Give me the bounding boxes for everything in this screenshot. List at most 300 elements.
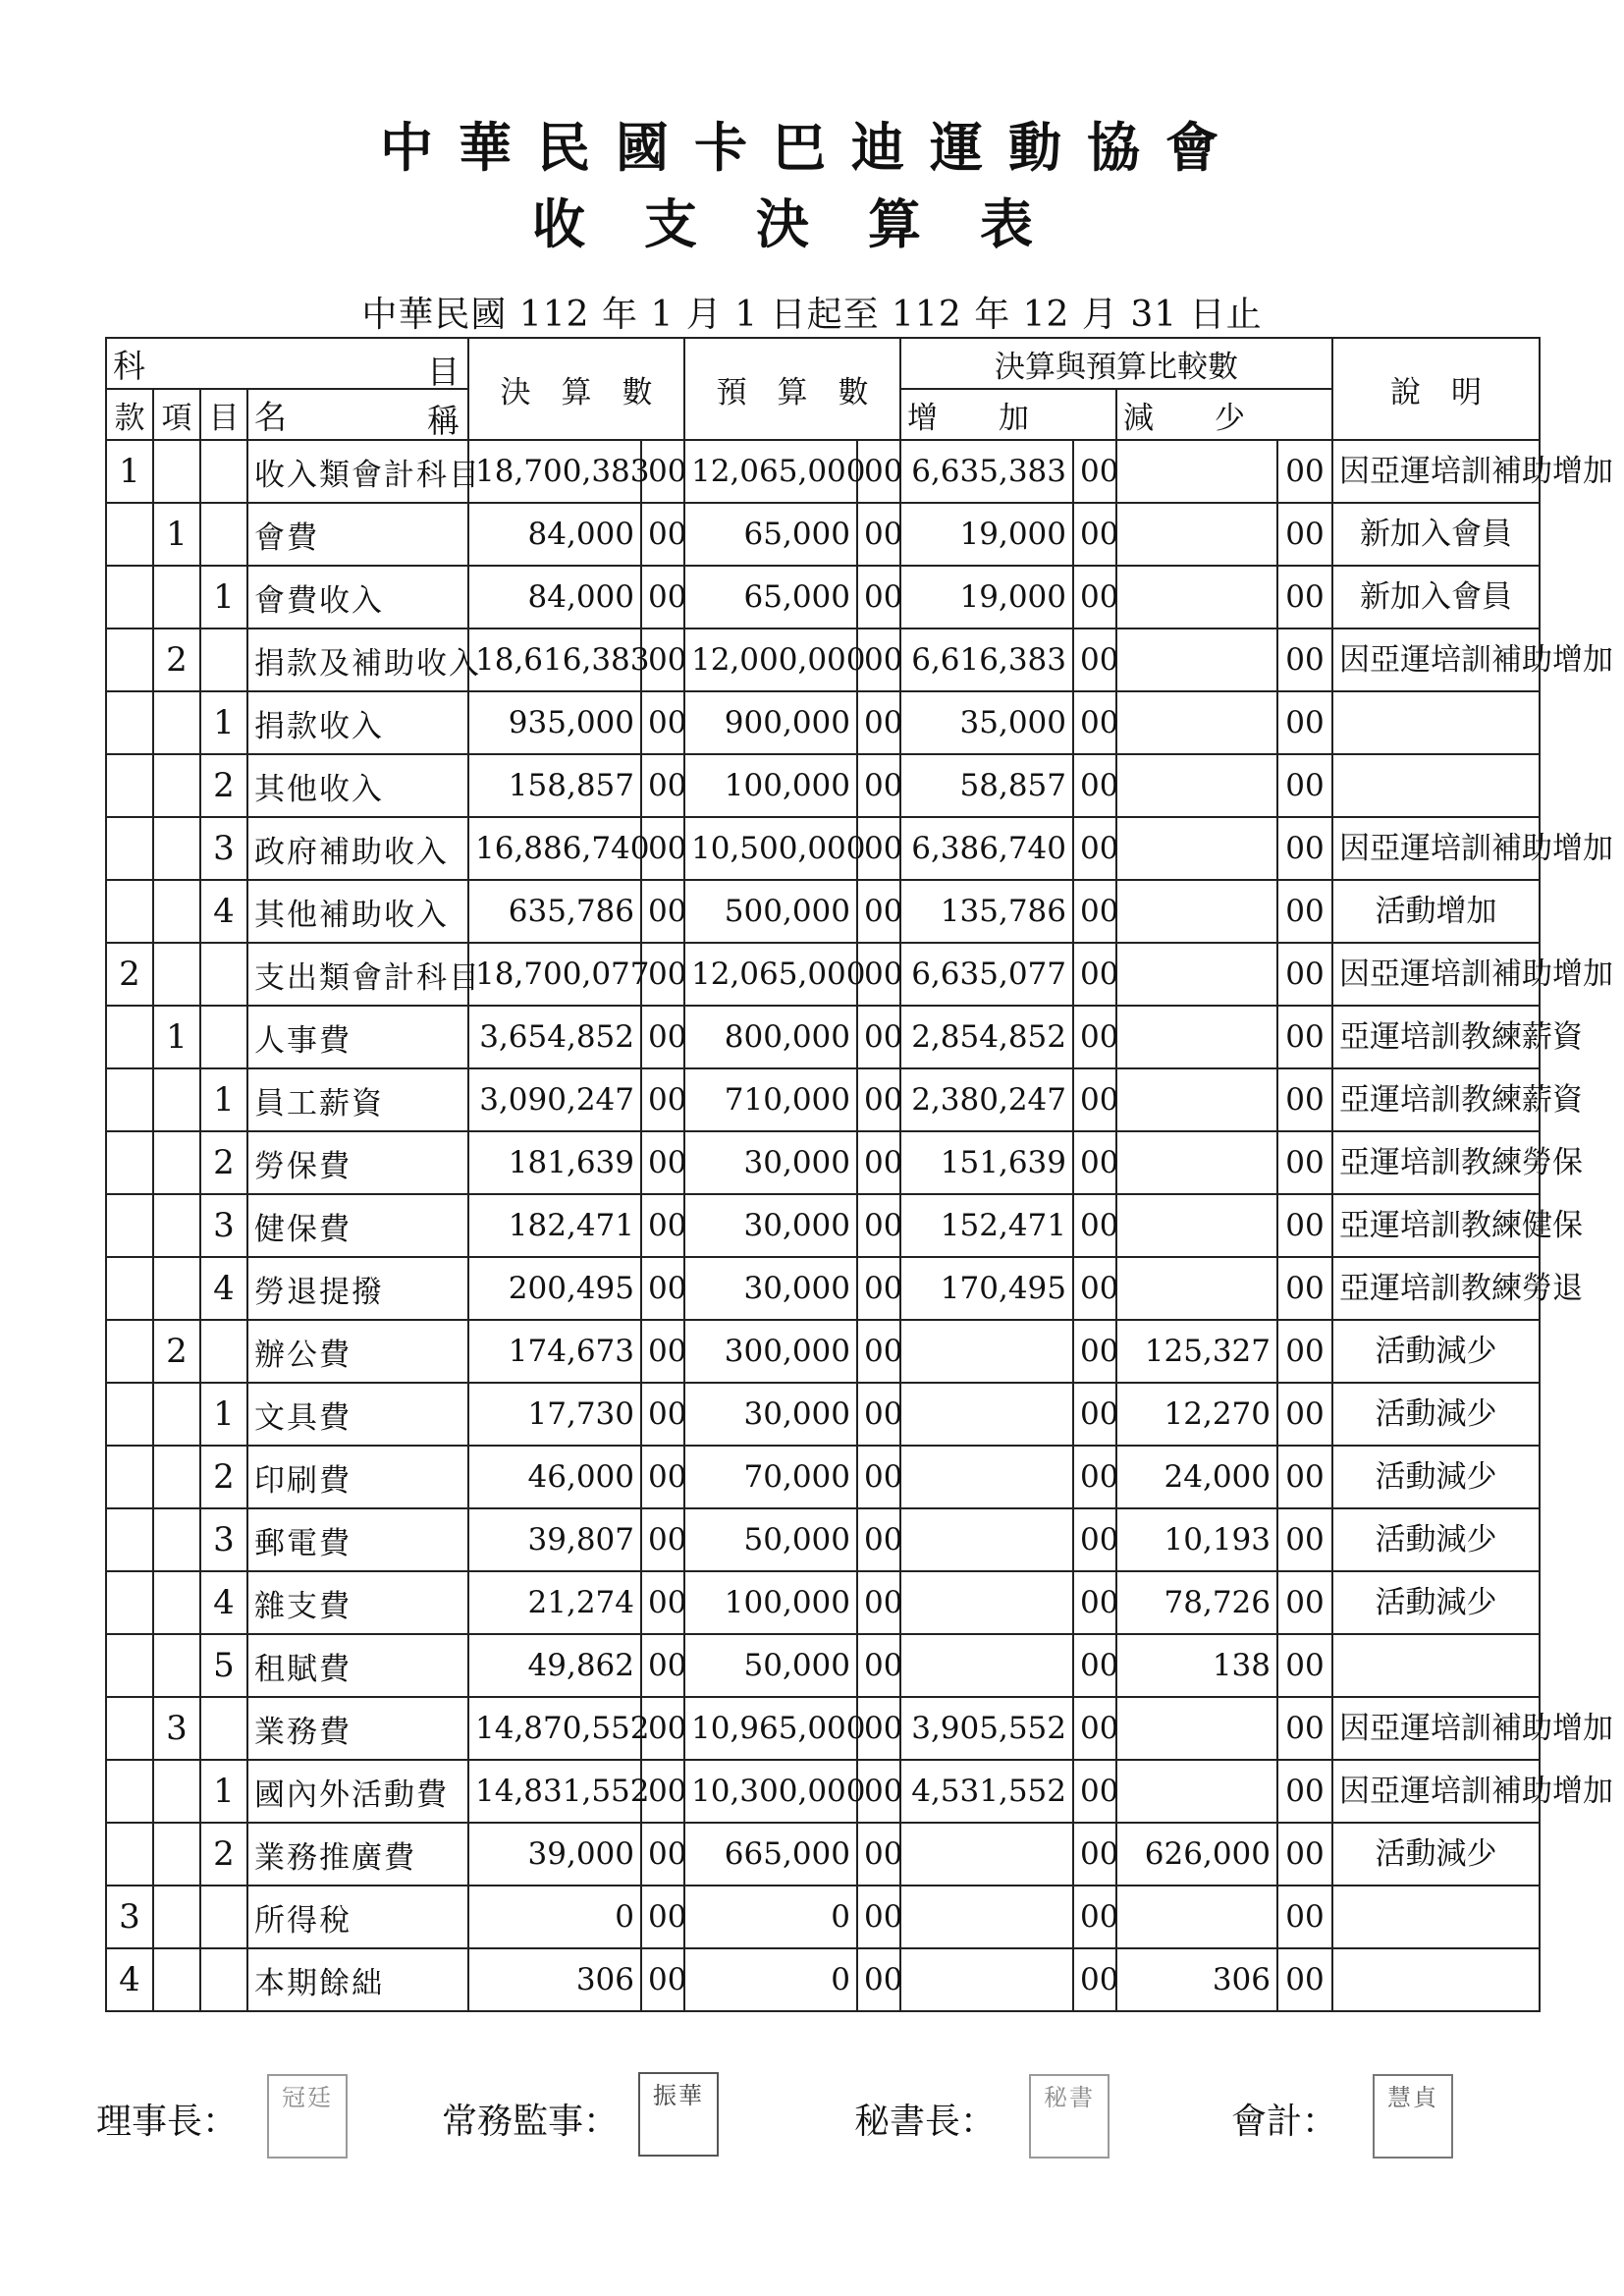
decrease-decimal: 00 <box>1277 1446 1332 1508</box>
name-cell: 其他收入 <box>247 754 468 817</box>
mu-cell: 4 <box>200 880 247 943</box>
budget-amount: 12,065,000 <box>684 943 857 1006</box>
table-body <box>106 440 1613 2011</box>
decrease-decimal: 00 <box>1277 566 1332 629</box>
final-amount: 158,857 <box>468 754 641 817</box>
budget-amount: 100,000 <box>684 754 857 817</box>
table-row <box>106 1508 1540 1571</box>
table-row <box>106 880 1540 943</box>
budget-decimal: 00 <box>857 1571 900 1634</box>
name-cell: 健保費 <box>247 1194 468 1257</box>
final-decimal: 00 <box>641 1068 684 1131</box>
note-cell <box>1332 691 1540 754</box>
increase-amount: 151,639 <box>900 1131 1073 1194</box>
increase-decimal: 00 <box>1073 754 1116 817</box>
final-amount: 306 <box>468 1948 641 2011</box>
increase-decimal: 00 <box>1073 1006 1116 1068</box>
final-header: 決 算 數 <box>468 338 684 440</box>
note-cell: 活動減少 <box>1332 1508 1540 1571</box>
decrease-amount <box>1116 1257 1277 1320</box>
final-amount: 46,000 <box>468 1446 641 1508</box>
note-cell: 活動減少 <box>1332 1571 1540 1634</box>
final-amount: 174,673 <box>468 1320 641 1383</box>
final-decimal: 00 <box>641 1948 684 2011</box>
table-row <box>106 566 1540 629</box>
final-amount: 18,616,383 <box>468 629 641 691</box>
decrease-decimal: 00 <box>1277 817 1332 880</box>
name-cell: 捐款及補助收入 <box>247 629 468 691</box>
final-decimal: 00 <box>641 1886 684 1948</box>
xiang-cell <box>153 1257 200 1320</box>
decrease-decimal: 00 <box>1277 1571 1332 1634</box>
budget-amount: 300,000 <box>684 1320 857 1383</box>
xiang-cell: 2 <box>153 629 200 691</box>
kuan-cell <box>106 1760 153 1823</box>
final-amount: 21,274 <box>468 1571 641 1634</box>
final-amount: 181,639 <box>468 1131 641 1194</box>
budget-amount: 12,065,000 <box>684 440 857 503</box>
note-cell: 亞運培訓教練勞保 <box>1332 1131 1540 1194</box>
final-amount: 3,654,852 <box>468 1006 641 1068</box>
table-row <box>106 1320 1540 1383</box>
increase-amount: 35,000 <box>900 691 1073 754</box>
decrease-amount <box>1116 880 1277 943</box>
increase-decimal: 00 <box>1073 817 1116 880</box>
mu-cell: 1 <box>200 691 247 754</box>
budget-decimal: 00 <box>857 1634 900 1697</box>
budget-decimal: 00 <box>857 1760 900 1823</box>
mu-cell <box>200 1886 247 1948</box>
table-row <box>106 691 1540 754</box>
decrease-amount <box>1116 1886 1277 1948</box>
increase-decimal: 00 <box>1073 1383 1116 1446</box>
decrease-amount <box>1116 817 1277 880</box>
xiang-cell <box>153 1446 200 1508</box>
budget-decimal: 00 <box>857 1948 900 2011</box>
budget-header: 預 算 數 <box>684 338 900 440</box>
note-cell: 因亞運培訓補助增加 <box>1332 440 1540 503</box>
final-amount: 18,700,077 <box>468 943 641 1006</box>
mu-cell <box>200 1320 247 1383</box>
budget-amount: 665,000 <box>684 1823 857 1886</box>
kuan-cell <box>106 1006 153 1068</box>
final-decimal: 00 <box>641 1320 684 1383</box>
note-cell: 因亞運培訓補助增加 <box>1332 1760 1540 1823</box>
note-cell: 亞運培訓教練健保 <box>1332 1194 1540 1257</box>
mu-cell: 2 <box>200 1446 247 1508</box>
mu-cell <box>200 1006 247 1068</box>
xiang-cell <box>153 943 200 1006</box>
name-cell: 印刷費 <box>247 1446 468 1508</box>
final-decimal: 00 <box>641 1257 684 1320</box>
note-cell: 亞運培訓教練勞退 <box>1332 1257 1540 1320</box>
mu-cell: 1 <box>200 566 247 629</box>
table-row <box>106 1948 1540 2011</box>
decrease-amount: 12,270 <box>1116 1383 1277 1446</box>
increase-decimal: 00 <box>1073 1508 1116 1571</box>
name-cell: 辦公費 <box>247 1320 468 1383</box>
table-row <box>106 1823 1540 1886</box>
final-decimal: 00 <box>641 503 684 566</box>
budget-amount: 800,000 <box>684 1006 857 1068</box>
chairman-label: 理事長： <box>96 2102 239 2142</box>
note-cell: 因亞運培訓補助增加 <box>1332 1697 1540 1760</box>
mu-cell <box>200 1948 247 2011</box>
increase-amount <box>900 1383 1073 1446</box>
mu-cell: 3 <box>200 1508 247 1571</box>
secretary-stamp-text: 秘書 <box>1044 2084 1095 2111</box>
budget-decimal: 00 <box>857 754 900 817</box>
xiang-cell <box>153 1131 200 1194</box>
note-cell: 新加入會員 <box>1332 566 1540 629</box>
final-amount: 39,807 <box>468 1508 641 1571</box>
final-amount: 3,090,247 <box>468 1068 641 1131</box>
note-cell: 新加入會員 <box>1332 503 1540 566</box>
supervisor-stamp <box>638 2072 719 2157</box>
decrease-amount: 138 <box>1116 1634 1277 1697</box>
budget-decimal: 00 <box>857 1257 900 1320</box>
increase-decimal: 00 <box>1073 1948 1116 2011</box>
xiang-cell <box>153 880 200 943</box>
final-decimal: 00 <box>641 1697 684 1760</box>
increase-decimal: 00 <box>1073 1068 1116 1131</box>
xiang-cell <box>153 691 200 754</box>
kuan-cell <box>106 1131 153 1194</box>
mu-cell: 2 <box>200 754 247 817</box>
increase-decimal: 00 <box>1073 1320 1116 1383</box>
budget-decimal: 00 <box>857 1383 900 1446</box>
increase-amount: 19,000 <box>900 503 1073 566</box>
table-row <box>106 1571 1540 1634</box>
kuan-cell <box>106 880 153 943</box>
increase-amount <box>900 1948 1073 2011</box>
name-cell: 租賦費 <box>247 1634 468 1697</box>
xiang-cell <box>153 440 200 503</box>
kuan-cell <box>106 817 153 880</box>
increase-amount: 6,635,383 <box>900 440 1073 503</box>
name-cell: 業務推廣費 <box>247 1823 468 1886</box>
final-decimal: 00 <box>641 1446 684 1508</box>
table-header <box>106 338 1540 440</box>
budget-decimal: 00 <box>857 1006 900 1068</box>
decrease-decimal: 00 <box>1277 1886 1332 1948</box>
budget-decimal: 00 <box>857 1823 900 1886</box>
mu-cell: 4 <box>200 1571 247 1634</box>
increase-decimal: 00 <box>1073 1571 1116 1634</box>
name-cell: 本期餘絀 <box>247 1948 468 2011</box>
decrease-decimal: 00 <box>1277 754 1332 817</box>
decrease-decimal: 00 <box>1277 629 1332 691</box>
table-row <box>106 1886 1540 1948</box>
note-cell <box>1332 1886 1540 1948</box>
mu-cell <box>200 629 247 691</box>
final-decimal: 00 <box>641 1006 684 1068</box>
decrease-amount: 10,193 <box>1116 1508 1277 1571</box>
increase-amount: 6,386,740 <box>900 817 1073 880</box>
note-cell: 亞運培訓教練薪資 <box>1332 1006 1540 1068</box>
increase-amount: 2,854,852 <box>900 1006 1073 1068</box>
budget-decimal: 00 <box>857 1697 900 1760</box>
final-decimal: 00 <box>641 566 684 629</box>
final-decimal: 00 <box>641 629 684 691</box>
kuan-header: 款 <box>106 389 153 440</box>
increase-decimal: 00 <box>1073 629 1116 691</box>
note-cell: 活動減少 <box>1332 1446 1540 1508</box>
doc-title: 收支決算表 <box>532 193 1092 255</box>
increase-decimal: 00 <box>1073 1634 1116 1697</box>
xiang-cell <box>153 1760 200 1823</box>
table-row <box>106 1131 1540 1194</box>
budget-decimal: 00 <box>857 1886 900 1948</box>
increase-amount <box>900 1886 1073 1948</box>
table-row <box>106 1257 1540 1320</box>
final-decimal: 00 <box>641 1823 684 1886</box>
final-amount: 17,730 <box>468 1383 641 1446</box>
name-cell: 會費收入 <box>247 566 468 629</box>
increase-amount <box>900 1320 1073 1383</box>
xiang-cell <box>153 1634 200 1697</box>
decrease-amount: 24,000 <box>1116 1446 1277 1508</box>
table-row <box>106 503 1540 566</box>
supervisor-label: 常務監事： <box>442 2102 620 2142</box>
xiang-cell <box>153 1571 200 1634</box>
decrease-decimal: 00 <box>1277 503 1332 566</box>
kuan-cell: 1 <box>106 440 153 503</box>
decrease-amount <box>1116 754 1277 817</box>
note-cell <box>1332 754 1540 817</box>
budget-amount: 100,000 <box>684 1571 857 1634</box>
kuan-cell <box>106 1634 153 1697</box>
decrease-decimal: 00 <box>1277 440 1332 503</box>
increase-amount: 58,857 <box>900 754 1073 817</box>
increase-amount: 152,471 <box>900 1194 1073 1257</box>
decrease-decimal: 00 <box>1277 1068 1332 1131</box>
kuan-cell <box>106 1697 153 1760</box>
decrease-decimal: 00 <box>1277 1508 1332 1571</box>
name-cell: 業務費 <box>247 1697 468 1760</box>
final-amount: 16,886,740 <box>468 817 641 880</box>
name-cell: 文具費 <box>247 1383 468 1446</box>
table-row <box>106 754 1540 817</box>
final-amount: 84,000 <box>468 503 641 566</box>
note-cell: 亞運培訓教練薪資 <box>1332 1068 1540 1131</box>
final-amount: 0 <box>468 1886 641 1948</box>
budget-amount: 50,000 <box>684 1634 857 1697</box>
mu-cell <box>200 440 247 503</box>
name-cell: 員工薪資 <box>247 1068 468 1131</box>
supervisor-stamp-text: 振華 <box>653 2082 704 2109</box>
kuan-cell <box>106 691 153 754</box>
xiang-cell <box>153 754 200 817</box>
xiang-cell <box>153 1823 200 1886</box>
budget-decimal: 00 <box>857 1131 900 1194</box>
budget-amount: 30,000 <box>684 1131 857 1194</box>
mu-cell: 1 <box>200 1383 247 1446</box>
budget-table <box>105 337 1613 2012</box>
final-amount: 935,000 <box>468 691 641 754</box>
budget-decimal: 00 <box>857 1068 900 1131</box>
final-decimal: 00 <box>641 1634 684 1697</box>
name-cell: 所得稅 <box>247 1886 468 1948</box>
budget-amount: 65,000 <box>684 503 857 566</box>
increase-amount <box>900 1508 1073 1571</box>
table-row <box>106 1446 1540 1508</box>
final-amount: 14,870,552 <box>468 1697 641 1760</box>
mu-cell <box>200 503 247 566</box>
final-decimal: 00 <box>641 1131 684 1194</box>
budget-amount: 65,000 <box>684 566 857 629</box>
final-amount: 200,495 <box>468 1257 641 1320</box>
final-decimal: 00 <box>641 440 684 503</box>
xiang-cell <box>153 1948 200 2011</box>
kuan-cell <box>106 566 153 629</box>
kuan-cell <box>106 754 153 817</box>
xiang-cell: 2 <box>153 1320 200 1383</box>
xiang-cell <box>153 1508 200 1571</box>
org-title: 中華民國卡巴迪運動協會 <box>380 117 1244 179</box>
accountant-stamp <box>1373 2074 1453 2159</box>
increase-amount: 135,786 <box>900 880 1073 943</box>
budget-amount: 30,000 <box>684 1257 857 1320</box>
budget-amount: 900,000 <box>684 691 857 754</box>
chairman-stamp-text: 冠廷 <box>282 2084 333 2111</box>
name-cell: 國內外活動費 <box>247 1760 468 1823</box>
decrease-amount: 626,000 <box>1116 1823 1277 1886</box>
decrease-amount <box>1116 440 1277 503</box>
increase-amount <box>900 1571 1073 1634</box>
secretary-label: 秘書長： <box>854 2102 997 2142</box>
final-decimal: 00 <box>641 880 684 943</box>
decrease-amount: 125,327 <box>1116 1320 1277 1383</box>
budget-decimal: 00 <box>857 566 900 629</box>
kuan-cell <box>106 629 153 691</box>
note-cell: 活動減少 <box>1332 1383 1540 1446</box>
xiang-cell: 3 <box>153 1697 200 1760</box>
xiang-cell <box>153 1194 200 1257</box>
table-row <box>106 1068 1540 1131</box>
final-decimal: 00 <box>641 817 684 880</box>
name-cell: 捐款收入 <box>247 691 468 754</box>
decrease-header: 減 少 <box>1116 389 1332 440</box>
table-row <box>106 1383 1540 1446</box>
increase-header: 增 加 <box>900 389 1116 440</box>
final-decimal: 00 <box>641 754 684 817</box>
kuan-cell <box>106 1508 153 1571</box>
increase-amount: 4,531,552 <box>900 1760 1073 1823</box>
decrease-decimal: 00 <box>1277 1383 1332 1446</box>
increase-amount: 6,616,383 <box>900 629 1073 691</box>
xiang-cell <box>153 1068 200 1131</box>
budget-amount: 10,965,000 <box>684 1697 857 1760</box>
final-decimal: 00 <box>641 1194 684 1257</box>
accountant-stamp-text: 慧貞 <box>1387 2084 1438 2111</box>
decrease-decimal: 00 <box>1277 1320 1332 1383</box>
final-amount: 635,786 <box>468 880 641 943</box>
table-row <box>106 943 1540 1006</box>
final-amount: 14,831,552 <box>468 1760 641 1823</box>
accountant-label: 會計： <box>1231 2102 1338 2142</box>
budget-amount: 30,000 <box>684 1383 857 1446</box>
note-header: 說 明 <box>1332 338 1540 440</box>
increase-decimal: 00 <box>1073 566 1116 629</box>
decrease-decimal: 00 <box>1277 1257 1332 1320</box>
kuan-cell <box>106 1823 153 1886</box>
table-row <box>106 1006 1540 1068</box>
increase-decimal: 00 <box>1073 1697 1116 1760</box>
mu-cell: 3 <box>200 817 247 880</box>
increase-decimal: 00 <box>1073 503 1116 566</box>
mu-cell: 2 <box>200 1823 247 1886</box>
name-cell: 人事費 <box>247 1006 468 1068</box>
increase-decimal: 00 <box>1073 1823 1116 1886</box>
decrease-decimal: 00 <box>1277 1823 1332 1886</box>
name-cell: 政府補助收入 <box>247 817 468 880</box>
kuan-cell <box>106 1383 153 1446</box>
final-decimal: 00 <box>641 1571 684 1634</box>
decrease-amount <box>1116 1068 1277 1131</box>
note-cell: 因亞運培訓補助增加 <box>1332 943 1540 1006</box>
decrease-amount <box>1116 1006 1277 1068</box>
compare-header: 決算與預算比較數 <box>900 338 1332 389</box>
mu-cell: 1 <box>200 1068 247 1131</box>
table-row <box>106 817 1540 880</box>
final-decimal: 00 <box>641 1383 684 1446</box>
subject-header-left: 科 <box>113 346 145 385</box>
budget-decimal: 00 <box>857 691 900 754</box>
budget-amount: 12,000,000 <box>684 629 857 691</box>
increase-decimal: 00 <box>1073 1446 1116 1508</box>
final-decimal: 00 <box>641 691 684 754</box>
decrease-decimal: 00 <box>1277 943 1332 1006</box>
decrease-amount: 306 <box>1116 1948 1277 2011</box>
budget-decimal: 00 <box>857 629 900 691</box>
decrease-decimal: 00 <box>1277 880 1332 943</box>
decrease-amount <box>1116 629 1277 691</box>
name-cell: 其他補助收入 <box>247 880 468 943</box>
budget-decimal: 00 <box>857 943 900 1006</box>
table-row <box>106 440 1540 503</box>
decrease-amount: 78,726 <box>1116 1571 1277 1634</box>
xiang-cell <box>153 817 200 880</box>
note-cell: 活動減少 <box>1332 1823 1540 1886</box>
decrease-amount <box>1116 566 1277 629</box>
kuan-cell <box>106 1446 153 1508</box>
budget-decimal: 00 <box>857 1446 900 1508</box>
final-amount: 18,700,383 <box>468 440 641 503</box>
mu-cell: 4 <box>200 1257 247 1320</box>
decrease-decimal: 00 <box>1277 1760 1332 1823</box>
budget-amount: 70,000 <box>684 1446 857 1508</box>
budget-decimal: 00 <box>857 880 900 943</box>
name-cell: 支出類會計科目 <box>247 943 468 1006</box>
kuan-cell <box>106 1068 153 1131</box>
budget-decimal: 00 <box>857 1320 900 1383</box>
increase-decimal: 00 <box>1073 440 1116 503</box>
budget-amount: 10,300,000 <box>684 1760 857 1823</box>
period-text: 中華民國 112 年 1 月 1 日起至 112 年 12 月 31 日止 <box>361 295 1263 335</box>
budget-decimal: 00 <box>857 503 900 566</box>
final-amount: 39,000 <box>468 1823 641 1886</box>
table-row <box>106 1760 1540 1823</box>
signature-row <box>0 2072 1624 2170</box>
mu-header: 目 <box>200 389 247 440</box>
increase-decimal: 00 <box>1073 1194 1116 1257</box>
xiang-cell: 1 <box>153 1006 200 1068</box>
note-cell: 因亞運培訓補助增加 <box>1332 817 1540 880</box>
final-amount: 182,471 <box>468 1194 641 1257</box>
budget-amount: 500,000 <box>684 880 857 943</box>
budget-decimal: 00 <box>857 817 900 880</box>
